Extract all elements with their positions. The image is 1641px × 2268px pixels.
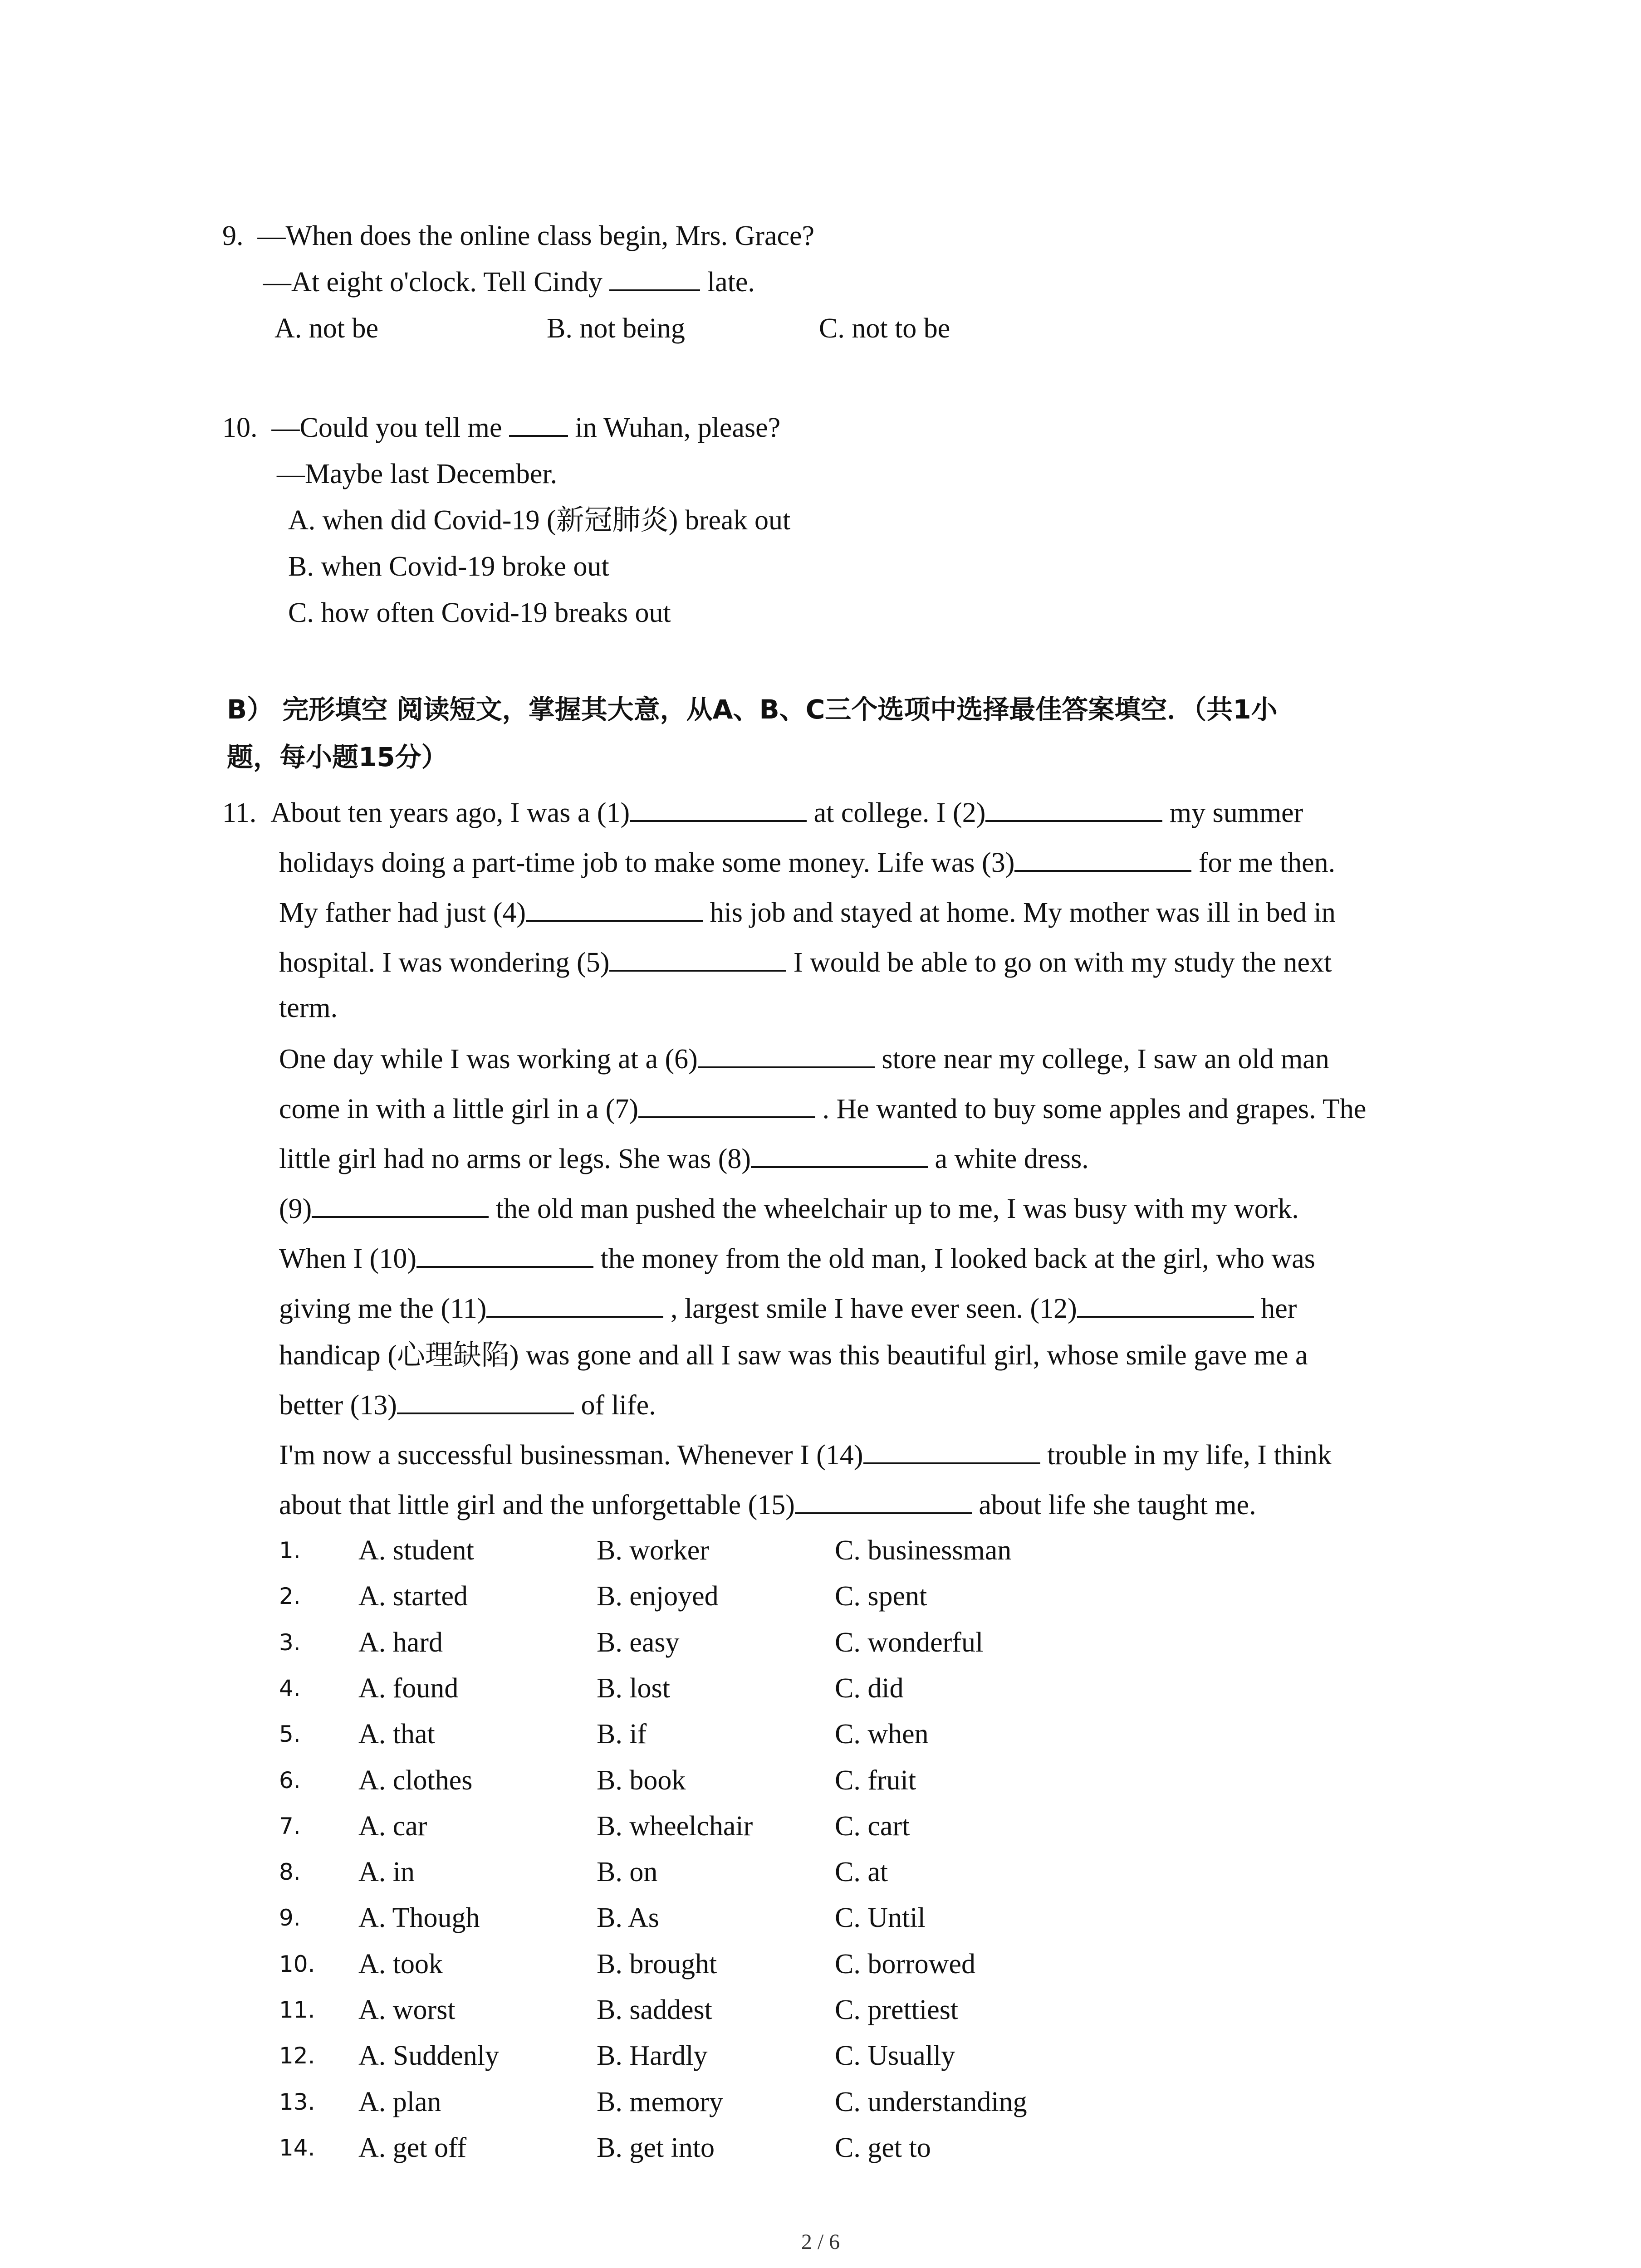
choice-option-b: B. saddest xyxy=(597,1994,712,2025)
choice-option-a: A. in xyxy=(358,1857,415,1887)
choice-option-b: B. easy xyxy=(597,1627,680,1658)
choice-option-c: C. when xyxy=(835,1719,929,1750)
passage-blank-7 xyxy=(638,1094,815,1118)
passage-blank-12 xyxy=(1077,1293,1254,1318)
passage-number: 11. xyxy=(222,797,257,828)
passage-blank-11 xyxy=(486,1293,663,1318)
choice-option-c: C. businessman xyxy=(835,1535,1012,1566)
choice-option-c: C. Usually xyxy=(835,2040,955,2071)
passage-line-4: hospital. I was wondering (5) I would be able to go on with my study the next xyxy=(279,947,1332,978)
passage-blank-15 xyxy=(795,1490,972,1514)
choice-number: 5. xyxy=(279,1721,301,1747)
choice-option-a: A. started xyxy=(358,1581,468,1612)
q9-question-line xyxy=(222,213,814,259)
choice-option-b: B. Hardly xyxy=(597,2040,708,2071)
passage-blank-13 xyxy=(397,1390,574,1414)
section-b-heading-line2: 题，每小题15分） xyxy=(227,742,448,772)
choice-number: 1. xyxy=(279,1537,301,1564)
passage-blank-10 xyxy=(416,1243,593,1268)
choice-option-a: A. plan xyxy=(358,2087,441,2117)
passage-line-9: (9) the old man pushed the wheelchair up to me, I was busy with my work. xyxy=(279,1193,1299,1224)
choice-number: 12. xyxy=(279,2043,315,2069)
passage-line-5: term. xyxy=(279,992,338,1023)
choice-option-b: B. on xyxy=(597,1857,658,1887)
passage-line-8: little girl had no arms or legs. She was (8) a white dress. xyxy=(279,1144,1089,1174)
passage-blank-3 xyxy=(1014,847,1191,872)
choice-option-b: B. memory xyxy=(597,2087,723,2117)
choice-option-a: A. car xyxy=(358,1811,427,1842)
choice-option-c: C. understanding xyxy=(835,2087,1027,2117)
choice-number: 11. xyxy=(279,1997,315,2023)
passage-blank-8 xyxy=(751,1144,928,1168)
q9-option-b: B. not being xyxy=(547,313,685,344)
choice-option-c: C. cart xyxy=(835,1811,910,1842)
q10-option-b: B. when Covid-19 broke out xyxy=(288,551,609,582)
q10-option-a: A. when did Covid-19 (新冠肺炎) break out xyxy=(288,505,791,536)
choice-option-c: C. prettiest xyxy=(835,1994,959,2025)
choice-option-b: B. book xyxy=(597,1765,686,1796)
page-number: 2 / 6 xyxy=(801,2230,840,2254)
choice-option-c: C. spent xyxy=(835,1581,927,1612)
choice-number: 6. xyxy=(279,1767,301,1794)
q10-option-c: C. how often Covid-19 breaks out xyxy=(288,597,671,628)
q9-answer-line: —At eight o'clock. Tell Cindy late. xyxy=(263,267,755,298)
choice-option-a: A. clothes xyxy=(358,1765,473,1796)
choice-option-b: B. wheelchair xyxy=(597,1811,753,1842)
choice-option-a: A. Though xyxy=(358,1902,480,1933)
passage-line-14: I'm now a successful businessman. Whenever I (14) trouble in my life, I think xyxy=(279,1440,1332,1471)
q10-blank xyxy=(509,412,568,437)
choice-option-c: C. fruit xyxy=(835,1765,916,1796)
choice-option-a: A. Suddenly xyxy=(358,2040,499,2071)
passage-line-1: 11. About ten years ago, I was a (1) at college. I (2) my summer xyxy=(222,797,1303,828)
q10-number: 10. xyxy=(222,412,258,443)
choice-number: 13. xyxy=(279,2089,315,2115)
choice-number: 8. xyxy=(279,1859,301,1885)
choice-option-a: A. found xyxy=(358,1673,459,1704)
q9-option-c: C. not to be xyxy=(819,313,950,344)
choice-option-c: C. get to xyxy=(835,2132,931,2163)
passage-blank-2 xyxy=(985,797,1162,822)
choice-option-b: B. if xyxy=(597,1719,647,1750)
choice-option-b: B. get into xyxy=(597,2132,715,2163)
passage-line-6: One day while I was working at a (6) store near my college, I saw an old man xyxy=(279,1044,1329,1075)
choice-number: 9. xyxy=(279,1905,301,1931)
choice-option-b: B. enjoyed xyxy=(597,1581,719,1612)
passage-blank-9 xyxy=(312,1193,489,1218)
q9-question: —When does the online class begin, Mrs. Grace? xyxy=(257,220,815,251)
passage-line-12: handicap (心理缺陷) was gone and all I saw was this beautiful girl, whose smile gave me a xyxy=(279,1340,1308,1371)
choice-option-b: B. lost xyxy=(597,1673,670,1704)
choice-option-a: A. took xyxy=(358,1949,443,1980)
choice-option-c: C. Until xyxy=(835,1902,926,1933)
passage-line-2: holidays doing a part-time job to make some money. Life was (3) for me then. xyxy=(279,847,1336,878)
choice-option-b: B. As xyxy=(597,1902,659,1933)
choice-option-a: A. get off xyxy=(358,2132,467,2163)
q9-blank xyxy=(609,267,700,291)
passage-blank-4 xyxy=(526,897,703,922)
passage-line-10: When I (10) the money from the old man, I looked back at the girl, who was xyxy=(279,1243,1315,1274)
choice-option-a: A. hard xyxy=(358,1627,443,1658)
choice-number: 10. xyxy=(279,1951,315,1977)
q9-option-a: A. not be xyxy=(274,313,379,344)
choice-number: 7. xyxy=(279,1813,301,1839)
passage-blank-6 xyxy=(698,1044,875,1068)
choice-number: 14. xyxy=(279,2135,315,2161)
choice-number: 3. xyxy=(279,1629,301,1656)
passage-line-11: giving me the (11) , largest smile I have ever seen. (12) her xyxy=(279,1293,1297,1324)
q9-number: 9. xyxy=(222,220,244,251)
section-b-heading-line1: B） 完形填空 阅读短文，掌握其大意，从A、B、C三个选项中选择最佳答案填空．（共1小 xyxy=(227,694,1278,725)
passage-line-7: come in with a little girl in a (7) . He wanted to buy some apples and grapes. The xyxy=(279,1094,1367,1124)
choice-option-a: A. that xyxy=(358,1719,435,1750)
passage-line-15: about that little girl and the unforgettable (15) about life she taught me. xyxy=(279,1490,1256,1520)
choice-option-a: A. worst xyxy=(358,1994,456,2025)
passage-blank-5 xyxy=(609,947,786,972)
choice-option-c: C. did xyxy=(835,1673,904,1704)
q10-answer: —Maybe last December. xyxy=(277,459,558,489)
choice-option-a: A. student xyxy=(358,1535,474,1566)
passage-line-13: better (13) of life. xyxy=(279,1390,656,1421)
choice-number: 4. xyxy=(279,1675,301,1701)
choice-option-c: C. wonderful xyxy=(835,1627,984,1658)
passage-line-3: My father had just (4) his job and stayed at home. My mother was ill in bed in xyxy=(279,897,1336,928)
passage-blank-1 xyxy=(630,797,807,822)
choice-option-c: C. at xyxy=(835,1857,888,1887)
passage-blank-14 xyxy=(863,1440,1040,1464)
q10-question-line: 10. —Could you tell me in Wuhan, please? xyxy=(222,412,781,443)
choice-option-b: B. worker xyxy=(597,1535,709,1566)
choice-option-c: C. borrowed xyxy=(835,1949,975,1980)
choice-number: 2. xyxy=(279,1583,301,1609)
choice-option-b: B. brought xyxy=(597,1949,717,1980)
